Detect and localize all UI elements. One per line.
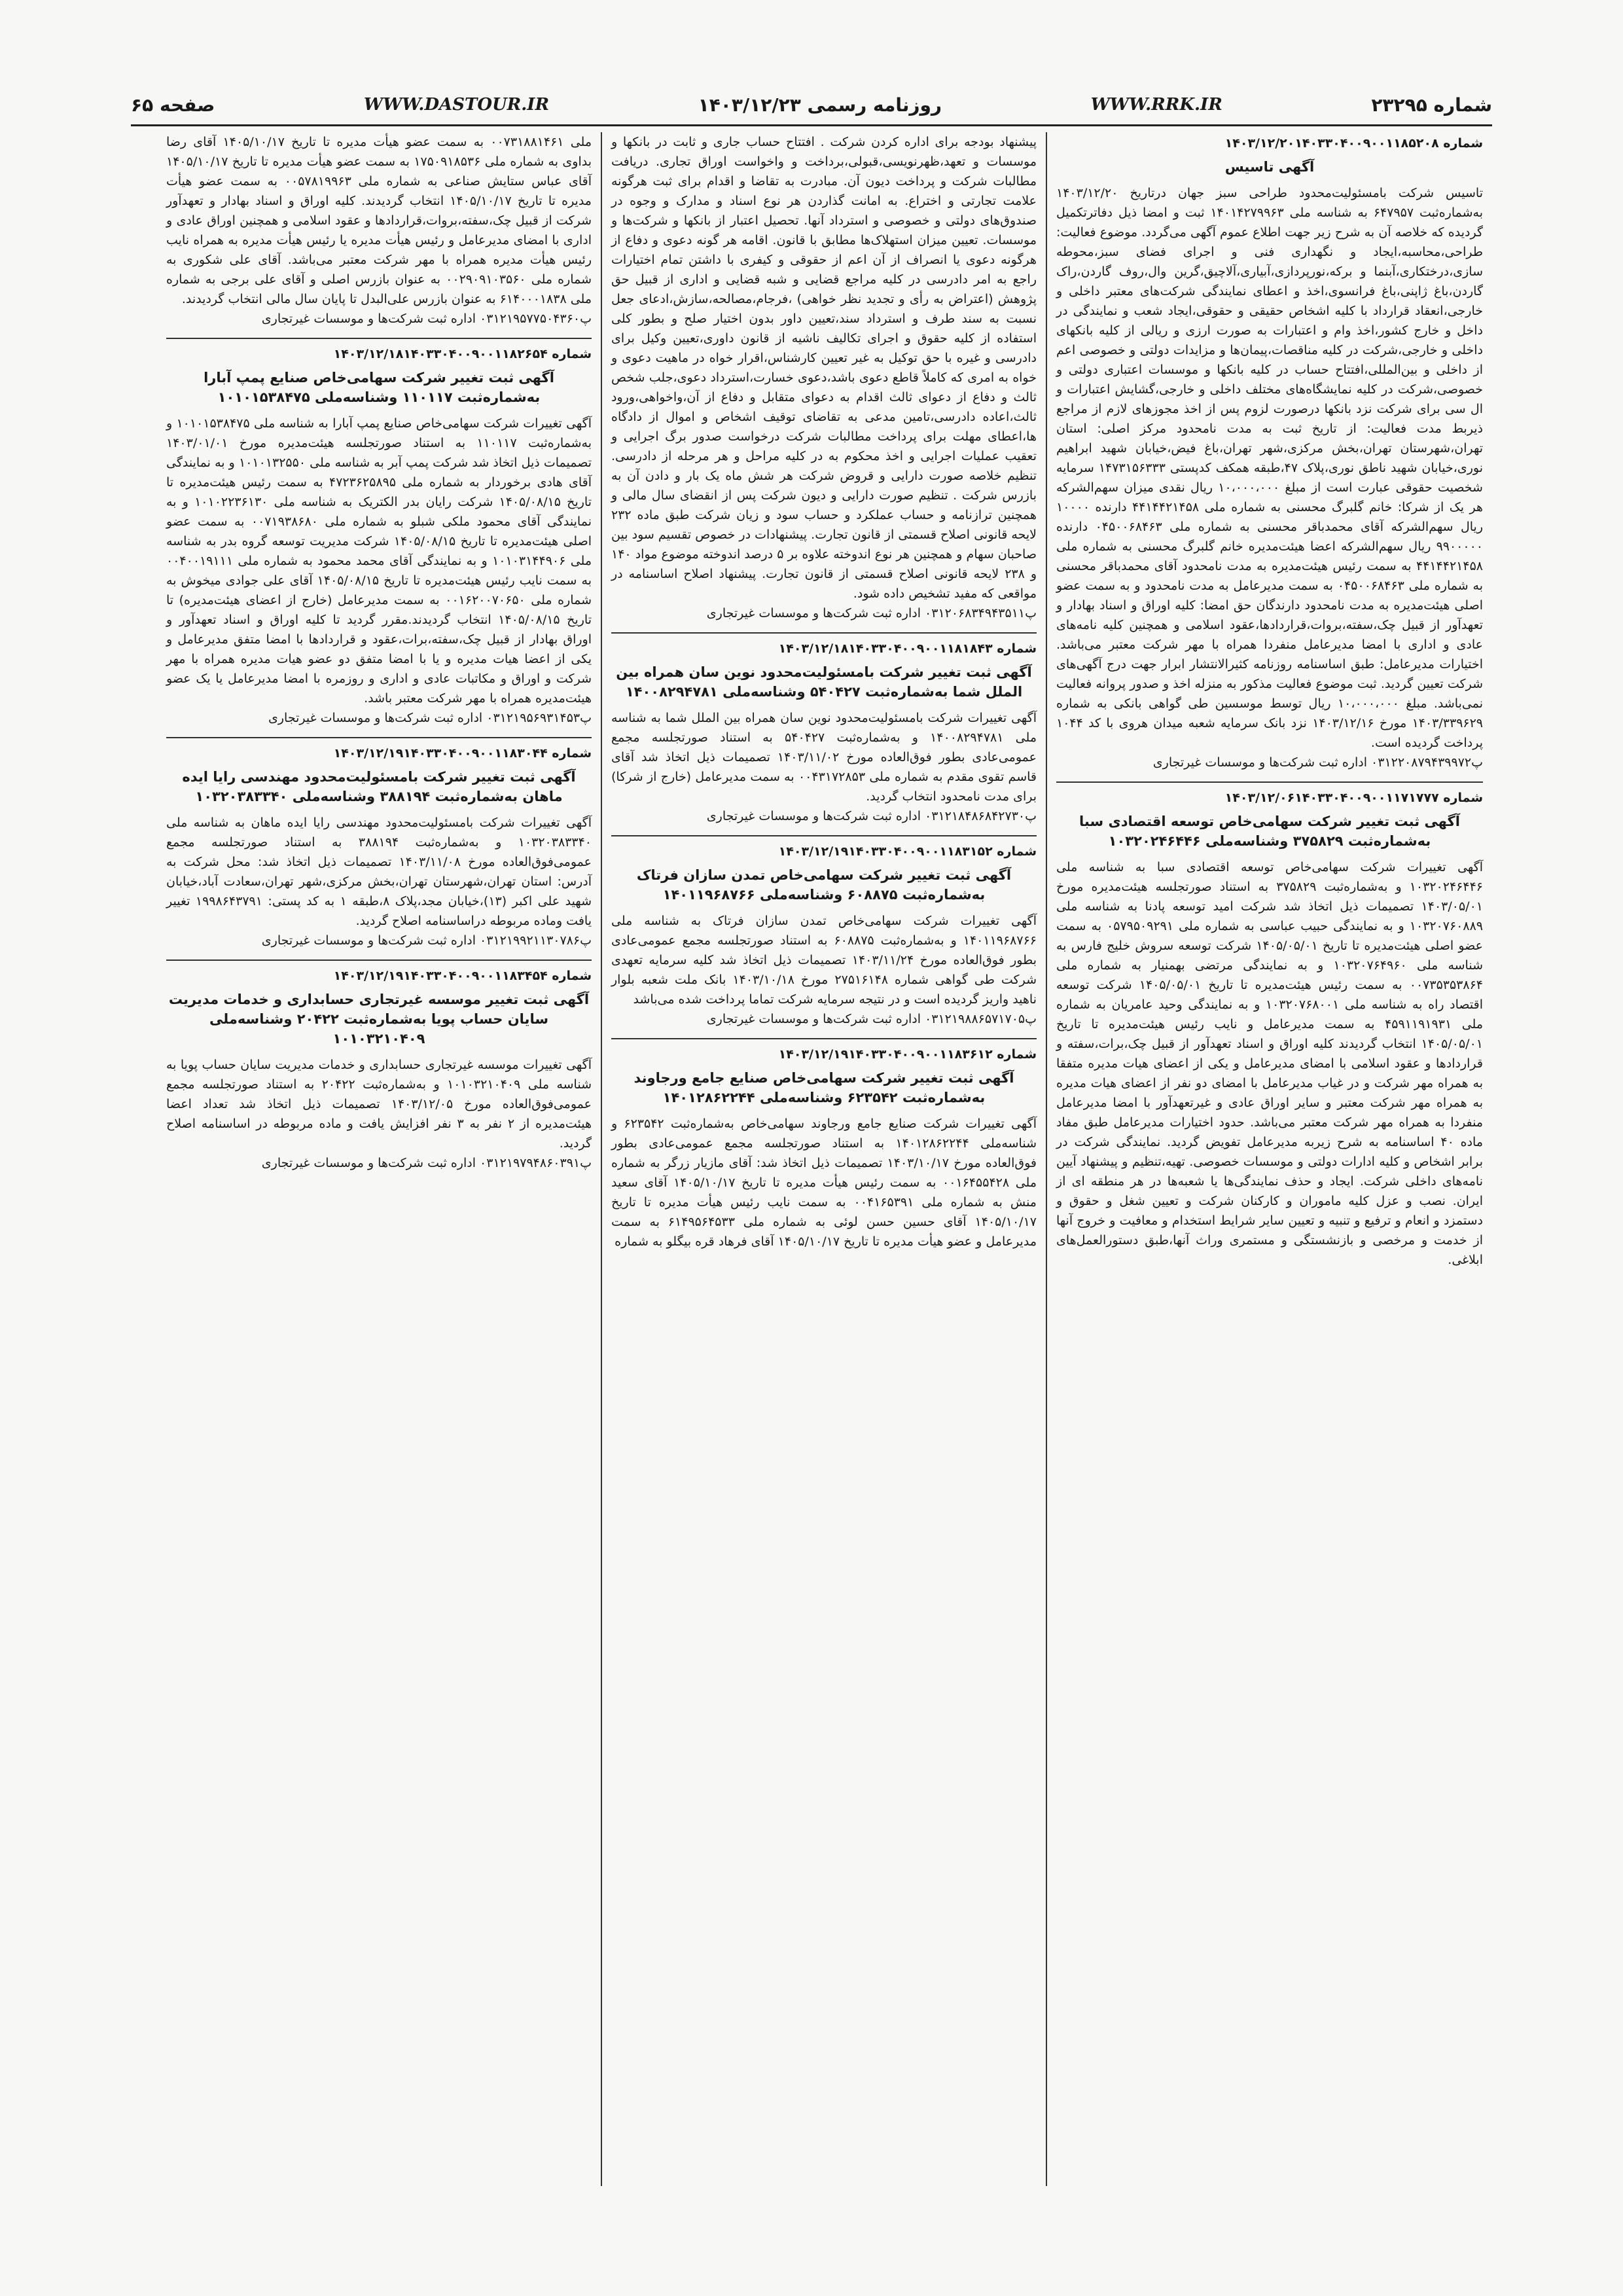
notice-continuation (166, 132, 592, 329)
rrk-site-link[interactable]: WWW.RRK.IR (1090, 95, 1222, 115)
notice-pump-abara (166, 346, 592, 728)
notice-title: آگهی ثبت تغییر موسسه غیرتجاری حسابداری و خدمات مدیریت سایان حساب پویا به‌شماره‌ثبت ۲۰۴۲۲ وشناسه‌ملی ۱۰۱۰۳۲۱۰۴۰۹ (168, 992, 590, 1047)
notice-footer: پ۰۳۱۲۰۶۸۳۴۹۴۳۵۱۱ اداره ثبت شرکت‌ها و موسسات غیرتجاری (706, 606, 1037, 620)
divider (166, 737, 592, 738)
notice-raya-ideh (166, 745, 592, 950)
notice-sayan-hesab (166, 967, 592, 1173)
column-left (157, 132, 602, 2186)
notice-number: شماره ۱۴۰۳/۱۲/۱۹۱۴۰۳۳۰۴۰۰۹۰۰۱۱۸۳۱۵۲ (778, 844, 1037, 859)
page-header (131, 85, 1492, 126)
notice-body: آگهی تغییرات شرکت بامسئولیت‌محدود نوین سان همراه بین الملل شما به شناسه ملی ۱۴۰۰۸۲۹۴۷۸۱ و به‌شماره‌ثبت ۵۴۰۴۲۷ به استناد صورتجلسه مجمع عمومی‌عادی بطور فوق‌العاده مورخ ۱۴۰۳/۱۱/۰۲ تصمیمات ذیل اتخاذ شد آقای قاسم تقوی مقدم به شماره ملی ۰۰۴۳۱۷۲۸۵۳ به سمت مدیرعامل (خارج از شرکا) برای مدت نامحدود انتخاب گردید. (611, 711, 1037, 804)
notice-title: آگهی ثبت تغییر شرکت سهامی‌خاص صنایع پمپ آبارا به‌شماره‌ثبت ۱۱۰۱۱۷ وشناسه‌ملی ۱۰۱۰۱۵۳۸۴۷۵ (204, 370, 554, 405)
notice-footer: پ۰۳۱۲۱۸۴۸۶۸۴۲۷۳۰ اداره ثبت شرکت‌ها و موسسات غیرتجاری (706, 809, 1037, 823)
notice-varjavand (611, 1046, 1037, 1251)
divider (611, 835, 1037, 836)
notice-number: شماره ۱۴۰۳/۱۲/۲۰۱۴۰۳۳۰۴۰۰۹۰۰۱۱۸۵۲۰۸ (1224, 136, 1483, 151)
notice-title: آگهی تاسیس (1224, 159, 1315, 175)
notice-title: آگهی ثبت تغییر شرکت بامسئولیت‌محدود مهندسی رایا ایده ماهان به‌شماره‌ثبت ۳۸۸۱۹۴ وشناسه‌ملی ۱۰۳۲۰۳۸۳۳۴۰ (182, 769, 576, 804)
notice-foundation-sabz-jahan (1056, 135, 1483, 772)
notice-number: شماره ۱۴۰۳/۱۲/۱۸۱۴۰۳۳۰۴۰۰۹۰۰۱۱۸۲۶۵۴ (333, 347, 592, 361)
notice-title: آگهی ثبت تغییر شرکت سهامی‌خاص تمدن سازان فرتاک به‌شماره‌ثبت ۶۰۸۸۷۵ وشناسه‌ملی ۱۴۰۱۱۹۶۸۷۶۶ (636, 867, 1012, 903)
gazette-page (131, 85, 1492, 2186)
column-middle (602, 132, 1047, 2186)
notice-body: آگهی تغییرات شرکت سهامی‌خاص توسعه اقتصادی سبا به شناسه ملی ۱۰۳۲۰۲۴۶۴۴۶ و به‌شماره‌ثبت ۳۷۵۸۲۹ به استناد صورتجلسه هیئت‌مدیره مورخ ۱۴۰۳/۰۵/۰۱ تصمیمات ذیل اتخاذ شد شرکت امید توسعه پادنا به شناسه ملی ۱۰۳۲۰۷۶۰۸۸۹ و به نمایندگی حبیب عباسی به شماره ملی ۰۵۷۹۵۰۹۲۹۱ به سمت عضو اصلی هیئت‌مدیره تا تاریخ ۱۴۰۵/۰۵/۰۱ شرکت توسعه سروش خلیج فارس به شناسه ملی ۱۰۳۲۰۷۶۴۹۶۰ و به نمایندگی مرتضی بهمنیار به شماره ملی ۰۰۷۳۵۳۵۳۸۶۴ به سمت رئیس هیئت‌مدیره تا تاریخ ۱۴۰۵/۰۵/۰۱ شرکت توسعه اقتصاد راه به شناسه ملی ۱۰۳۲۰۷۶۸۰۰۱ و به نمایندگی وحید عامریان به شماره ملی ۴۵۹۱۱۹۱۹۳۱ به سمت مدیرعامل و نایب رئیس هیئت‌مدیره تا تاریخ ۱۴۰۵/۰۵/۰۱ انتخاب گردیدند کلیه اوراق و اسناد تعهدآور از قبیل چک،برات،سفته و قراردادها و عقود اسلامی با امضای مدیرعامل و یکی از اعضای هیات مدیره متفقا به همراه مهر شرکت و در غیاب مدیرعامل با امضای دو نفر از اعضای هیات مدیره به همراه مهر شرکت معتبر و سایر اوراق عادی و غیرتعهدآور با امضا مدیرعامل منفردا به همراه مهر شرکت معتبر می‌باشد. حدود اختیارات مدیرعامل طبق مفاد ماده ۴۰ اساسنامه به شرح زیربه مدیرعامل تفویض گردید. نمایندگی شرکت در برابر اشخاص و کلیه ادارات دولتی و موسسات خصوصی. تهیه،تنظیم و پیشنهاد آیین نامه‌های داخلی شرکت. ایجاد و حذف نمایندگی‌ها یا شعبه‌ها در هر منطقه ای از ایران. نصب و عزل کلیه ماموران و کارکنان شرکت و تعیین شغل و حقوق و دستمزد و انعام و ترفیع و تنبیه و تعیین سایر شرایط استخدام و معافیت و خروج آنها از خدمت و مرخصی و بازنشستگی و مستمری وراث آنها،طبق دستورالعمل‌های ابلاغی. (1056, 860, 1484, 1267)
notice-continuation (611, 132, 1037, 623)
divider (611, 632, 1037, 634)
notice-footer: پ۰۳۱۲۱۹۹۲۱۱۳۰۷۸۶ اداره ثبت شرکت‌ها و موسسات غیرتجاری (261, 933, 592, 948)
notice-title: آگهی ثبت تغییر شرکت سهامی‌خاص توسعه اقتصادی سبا به‌شماره‌ثبت ۳۷۵۸۲۹ وشناسه‌ملی ۱۰۳۲۰۲۴۶۴۴۶ (1079, 814, 1460, 849)
divider (166, 338, 592, 339)
notice-title: آگهی ثبت تغییر شرکت بامسئولیت‌محدود نوین سان همراه بین الملل شما به‌شماره‌ثبت ۵۴۰۴۲۷ وشناسه‌ملی ۱۴۰۰۸۲۹۴۷۸۱ (616, 664, 1032, 700)
notice-number: شماره ۱۴۰۳/۱۲/۱۸۱۴۰۳۳۰۴۰۰۹۰۰۱۱۸۱۸۴۳ (778, 641, 1037, 656)
notice-footer: پ۰۳۱۲۱۹۷۹۴۸۶۰۳۹۱ اداره ثبت شرکت‌ها و موسسات غیرتجاری (261, 1156, 592, 1170)
notice-number: شماره ۱۴۰۳/۱۲/۱۹۱۴۰۳۳۰۴۰۰۹۰۰۱۱۸۳۴۵۴ (333, 969, 592, 983)
notice-body: آگهی تغییرات شرکت صنایع جامع ورجاوند سهامی‌خاص به‌شماره‌ثبت ۶۲۳۵۴۲ و شناسه‌ملی ۱۴۰۱۲۸۶۲۲۴۴ به استناد صورتجلسه مجمع عمومی‌عادی بطور فوق‌العاده مورخ ۱۴۰۳/۱۰/۱۷ تصمیمات ذیل اتخاذ شد: آقای مازیار زرگر به شماره ملی ۰۰۱۶۴۵۵۴۲۸ به سمت رئیس هیأت مدیره تا تاریخ ۱۴۰۵/۱۰/۱۷ آقای سعید منش به شماره ملی ۰۰۴۱۶۵۳۹۱ به سمت نایب رئیس هیأت مدیره تا تاریخ ۱۴۰۵/۱۰/۱۷ آقای حسین حسن لوئی به شماره ملی ۶۱۴۹۵۶۴۵۳۳ به سمت مدیرعامل و عضو هیأت مدیره تا تاریخ ۱۴۰۵/۱۰/۱۷ آقای فرهاد قره بیگلو به شماره (611, 1117, 1037, 1249)
notice-body: ملی ۰۰۷۳۱۸۸۱۴۶۱ به سمت عضو هیأت مدیره تا تاریخ ۱۴۰۵/۱۰/۱۷ آقای رضا بداوی به شماره ملی ۱۷۵۰۹۱۸۵۳۶ به سمت عضو هیأت مدیره تا تاریخ ۱۴۰۵/۱۰/۱۷ آقای عباس ستایش صناعی به شماره ملی ۰۰۵۷۸۱۹۹۶۳ به سمت عضو هیأت مدیره تا تاریخ ۱۴۰۵/۱۰/۱۷ انتخاب گردیدند. کلیه اوراق و اسناد بهادار و تعهدآور شرکت از قبیل چک،سفته،بروات،قراردادها و عقود اسلامی و همچنین اوراق عادی و اداری با امضای مدیرعامل و رئیس هیأت مدیره یا رئیس هیأت مدیره به همراه نایب رئیس هیأت مدیره همراه با مهر شرکت معتبر می‌باشد. آقای علی شکوری به شماره ملی ۰۰۲۹۰۹۱۰۳۵۶۰ به عنوان بازرس اصلی و آقای علی برجی به شماره ملی ۶۱۴۰۰۰۱۸۳۸ به عنوان بازرس علی‌البدل تا پایان سال مالی انتخاب گردیدند. (166, 135, 592, 306)
notice-body: پیشنهاد بودجه برای اداره کردن شرکت . افتتاح حساب جاری و ثابت در بانکها و موسسات و تعهد،ظهرنویسی،قبولی،برداخت و واخواست اوراق تجاری. دریافت مطالبات شرکت و پرداخت دیون آن. مبادرت به تقاضا و اقدام برای ثبت هرگونه علامت تجارتی و اختراع. به امانت گذاردن هر نوع اسناد و مدارک و وجوه در صندوق‌های دولتی و خصوصی و استرداد آنها. تحصیل اعتبار از بانکها و شرکت‌ها و موسسات. تعیین میزان استهلاک‌ها مطابق با قانون. اقامه هر گونه دعوی و دفاع از هرگونه دعوی یا انصراف از آن اعم از حقوقی و کیفری با داشتن تمام اختیارات راجع به امر دادرسی در کلیه مراجع قضایی و شبه قضایی و اداری از قبیل حق پژوهش (اعتراض به رأی و تجدید نظر خواهی) ،فرجام،مصالحه،سازش،ادعای جعل نسبت به سند طرف و استرداد سند،تعیین داور بدون اختیار صلح و بطور کلی استفاده از کلیه حقوق و اجرای تکالیف ناشیه از قانون داوری،تعیین وکیل برای دادرسی و غیره با حق توکیل به غیر تعیین کارشناس،اقرار خواه در ماهیت دعوی و خواه به امری که کاملاً قاطع دعوی باشد،دعوی خسارت،استرداد دعوی،جلب شخص ثالث و دفاع از دعوای ثالث اقدام به دعوای متقابل و دفاع از آن،واخواهی،ورود ثالث،اعاده دادرسی،تامین مدعی به تقاضای توقیف اشخاص و اموال از دادگاه ها،اعطای مهلت برای پرداخت مطالبات شرکت درخواست صدور برگ اجرایی و تعقیب عملیات اجرایی و اخذ محکوم به در کلیه مراحل و هر مرحله از دادرسی. تنظیم خلاصه صورت دارایی و قروض شرکت هر شش ماه یک بار و دادن آن به بازرس شرکت . تنظیم صورت دارایی و دیون شرکت پس از انقضای سال مالی و همچنین ترازنامه و حساب عملکرد و حساب سود و زیان شرکت طبق ماده ۲۳۲ لایحه قانونی اصلاح قسمتی از قانون تجارت. پیشنهادات در خصوص تقسیم سود بین صاحبان سهام و همچنین هر نوع اندوخته علاوه بر ۵ درصد اندوخته موضوع مواد ۱۴۰ و ۲۳۸ لایحه قانونی اصلاح قسمتی از قانون تجارت. پیشنهاد اصلاح اساسنامه در مواقعی که مفید تشخیص داده شود. (611, 135, 1037, 601)
notice-body: تاسیس شرکت بامسئولیت‌محدود طراحی سبز جهان درتاریخ ۱۴۰۳/۱۲/۲۰ به‌شماره‌ثبت ۶۴۷۹۵۷ به شناسه ملی ۱۴۰۱۴۲۷۹۹۶۳ ثبت و امضا ذیل دفاترتکمیل گردیده که خلاصه آن به شرح زیر جهت اطلاع عموم آگهی می‌گردد. موضوع فعالیت: طراحی،محاسبه،ایجاد و نگهداری فنی و اجرای فضای سبز،محوطه سازی،درختکاری،آبنما و برکه،نورپردازی،آبیاری،آلاچیق،گرین وال،روف گاردن،راک گاردن،باغ ژاپنی،باغ فرانسوی،اخذ و اعطای نمایندگی شرکت‌های معتبر داخلی و خارجی،انعقاد قرارداد با کلیه اشخاص حقیقی و حقوقی،ایجاد شعب و نمایندگی در داخل و خارج کشور،اخذ وام و اعتبارات به صورت ارزی و ریالی از کلیه بانکهای داخلی و خارجی،شرکت در کلیه مناقصات،پیمان‌ها و مزایدات دولتی و خصوصی اعم از داخلی و بین‌المللی،افتتاح حساب در کلیه بانکها و موسسات اعتباری دولتی و خصوصی،شرکت در کلیه نمایشگاه‌های مختلف داخلی و خارجی،گشایش اعتبارات و ال سی برای شرکت نزد بانکها درصورت لزوم پس از اخذ مجوزهای لازم از مراجع ذیربط مدت فعالیت: از تاریخ ثبت به مدت نامحدود مرکز اصلی: استان تهران،شهرستان تهران،بخش مرکزی،شهر تهران،باغ فیض،خیابان شهید ابراهیم نوری،خیابان شهید ناطق نوری،پلاک ۴۷،طبقه همکف کدپستی ۱۴۷۳۱۵۶۳۳۳ سرمایه شخصیت حقوقی عبارت است از مبلغ ۱۰،۰۰۰،۰۰۰ ریال نقدی میزان سهم‌الشرکه هر یک از شرکا: خانم گلبرگ محسنی به شماره ملی ۴۴۱۴۴۲۱۴۵۸ دارنده ۱۰۰۰۰ ریال سهم‌الشرکه آقای محمدباقر محسنی به شماره ملی ۰۴۵۰۰۶۸۴۶۳ دارنده ۹۹۰۰۰۰۰ ریال سهم‌الشرکه اعضا هیئت‌مدیره خانم گلبرگ محسنی به شماره ملی ۴۴۱۴۴۲۱۴۵۸ به سمت رئیس هیئت‌مدیره به مدت نامحدود آقای محمدباقر محسنی به شماره ملی ۰۴۵۰۰۶۸۴۶۳ به سمت مدیرعامل به مدت نامحدود و به سمت عضو اصلی هیئت‌مدیره به مدت نامحدود دارندگان حق امضا: کلیه اوراق و اسناد بهادار و تعهدآور از قبیل چک،سفته،بروات،قراردادها،عقود اسلامی و همچنین کلیه نامه‌های عادی و اداری با امضا مدیرعامل منفردا همراه با مهر شرکت معتبر می‌باشد. اختیارات مدیرعامل: طبق اساسنامه روزنامه کثیرالانتشار ابرار جهت درج آگهی‌های شرکت تعیین گردید. ثبت موضوع فعالیت مذکور به منزله اخذ و صدور پروانه فعالیت نمی‌باشد. مبلغ ۱۰،۰۰۰،۰۰۰ ریال توسط موسسین طی گواهی بانکی به شماره ۱۴۰۳/۳۳۹۶۲۹ مورخ ۱۴۰۳/۱۲/۱۶ نزد بانک سرمایه شعبه میدان هروی با کد ۱۰۴۴ پرداخت گردیده است. (1056, 186, 1484, 750)
notice-footer: پ۰۳۱۲۱۹۸۸۶۵۷۱۷۰۵ اداره ثبت شرکت‌ها و موسسات غیرتجاری (706, 1012, 1037, 1026)
notice-body: آگهی تغییرات شرکت سهامی‌خاص صنایع پمپ آبارا به شناسه ملی ۱۰۱۰۱۵۳۸۴۷۵ و به‌شماره‌ثبت ۱۱۰۱۱۷ به استناد صورتجلسه هیئت‌مدیره مورخ ۱۴۰۳/۰۱/۰۱ تصمیمات ذیل اتخاذ شد شرکت پمپ آبر به شناسه ملی ۱۰۱۰۱۳۲۵۵۰ و به نمایندگی آقای هادی برخوردار به شماره ملی ۴۷۲۳۶۲۵۸۹۵ به سمت رئیس هیئت‌مدیره تا تاریخ ۱۴۰۵/۰۸/۱۵ شرکت رایان بدر الکتریک به شناسه ملی ۱۰۱۰۲۲۳۶۱۳۰ و به نمایندگی آقای محمود ملکی شبلو به شماره ملی ۰۰۷۱۹۳۸۶۸۰ به سمت عضو اصلی هیئت‌مدیره تا تاریخ ۱۴۰۵/۰۸/۱۵ شرکت مدیریت توسعه گروه بدر به شناسه ملی ۱۰۱۰۳۱۴۴۹۰۶ و به نمایندگی آقای محمد محمود به شماره ملی ۰۰۴۰۰۱۹۱۱۱ به سمت نایب رئیس هیئت‌مدیره تا تاریخ ۱۴۰۵/۰۸/۱۵ آقای علی جوادی میخوش به شماره ملی ۰۰۱۶۲۰۰۷۰۶۵۰ به سمت مدیرعامل (خارج از اعضای هیئت‌مدیره) تا تاریخ ۱۴۰۵/۰۸/۱۵ انتخاب گردیدند.مقرر گردید تا کلیه اوراق و اسناد تعهدآور و اوراق بهادار از قبیل چک،سفته،برات،عقود و قراردادها با امضا متفق مدیرعامل و یکی از اعضا هیات مدیره و یا با امضا متفق دو عضو هیات مدیره همراه با مهر شرکت و اوراق و مکاتبات عادی و اداری و روزمره با امضا مدیرعامل یا یک عضو هیئت‌مدیره همراه با مهر شرکت معتبر باشد. (166, 416, 592, 706)
gazette-date: روزنامه رسمی ۱۴۰۳/۱۲/۲۳ (698, 94, 942, 116)
divider (611, 1038, 1037, 1039)
notice-footer: پ۰۳۱۲۲۰۸۷۹۴۳۹۹۷۲ اداره ثبت شرکت‌ها و موسسات غیرتجاری (1152, 755, 1483, 770)
dastour-site-link[interactable]: WWW.DASTOUR.IR (363, 95, 550, 115)
notice-number: شماره ۱۴۰۳/۱۲/۰۶۱۴۰۳۳۰۴۰۰۹۰۰۱۱۷۱۷۷۷ (1224, 791, 1483, 805)
notice-number: شماره ۱۴۰۳/۱۲/۱۹۱۴۰۳۳۰۴۰۰۹۰۰۱۱۸۳۶۱۲ (778, 1047, 1037, 1062)
divider (1056, 781, 1483, 783)
issue-number: شماره ۲۳۲۹۵ (1371, 94, 1492, 116)
notice-title: آگهی ثبت تغییر شرکت سهامی‌خاص صنایع جامع ورجاوند به‌شماره‌ثبت ۶۲۳۵۴۲ وشناسه‌ملی ۱۴۰۱۲۸۶۲۲۴۴ (633, 1070, 1014, 1105)
columns (131, 132, 1492, 2186)
notice-footer: پ۰۳۱۲۱۹۵۷۷۵۰۴۳۶۰ اداره ثبت شرکت‌ها و موسسات غیرتجاری (261, 312, 592, 326)
column-right (1047, 132, 1492, 2186)
notice-body: آگهی تغییرات موسسه غیرتجاری حسابداری و خدمات مدیریت سایان حساب پویا به شناسه ملی ۱۰۱۰۳۲۱۰۴۰۹ و به‌شماره‌ثبت ۲۰۴۲۲ به استناد صورتجلسه مجمع عمومی‌فوق‌العاده مورخ ۱۴۰۳/۱۲/۰۵ تصمیمات ذیل اتخاذ شد تعداد اعضا هیئت‌مدیره از ۲ نفر به ۳ نفر افزایش یافت و ماده مربوطه در اساسنامه اصلاح گردید. (166, 1058, 592, 1151)
divider (166, 960, 592, 961)
notice-saba-economic (1056, 789, 1483, 1270)
notice-number: شماره ۱۴۰۳/۱۲/۱۹۱۴۰۳۳۰۴۰۰۹۰۰۱۱۸۳۰۴۴ (333, 746, 592, 761)
notice-novin-san (611, 640, 1037, 826)
notice-footer: پ۰۳۱۲۱۹۵۶۹۳۱۴۵۳ اداره ثبت شرکت‌ها و موسسات غیرتجاری (268, 711, 592, 725)
page-number: صفحه ۶۵ (131, 94, 215, 116)
notice-tamadon-sazan (611, 843, 1037, 1029)
notice-body: آگهی تغییرات شرکت بامسئولیت‌محدود مهندسی رایا ایده ماهان به شناسه ملی ۱۰۳۲۰۳۸۳۳۴۰ و به‌شماره‌ثبت ۳۸۸۱۹۴ به استناد صورتجلسه مجمع عمومی‌فوق‌العاده مورخ ۱۴۰۳/۱۱/۰۸ تصمیمات ذیل اتخاذ شد: محل شرکت به آدرس: استان تهران،شهرستان تهران،بخش مرکزی،شهر تهران،سعادت آباد،خیابان شهید علی اکبر (۱۳)،خیابان مجد،پلاک ۸،طبقه ۱ به کد پستی: ۱۹۹۸۶۴۳۷۹۱ تغییر یافت وماده مربوطه دراساسنامه اصلاح گردید. (166, 816, 592, 928)
notice-body: آگهی تغییرات شرکت سهامی‌خاص تمدن سازان فرتاک به شناسه ملی ۱۴۰۱۱۹۶۸۷۶۶ و به‌شماره‌ثبت ۶۰۸۸۷۵ به استناد صورتجلسه مجمع عمومی‌عادی بطور فوق‌العاده مورخ ۱۴۰۳/۱۱/۲۴ تصمیمات ذیل اتخاذ شد کلیه سرمایه تعهدی شرکت طی گواهی شماره ۲۷۵۱۶۱۴۸ مورخ ۱۴۰۳/۱۰/۱۸ بانک ملت شعبه بلوار ناهید واریز گردیده است و در نتیجه سرمایه شرکت تماما پرداخت شده می‌باشد (611, 914, 1037, 1007)
